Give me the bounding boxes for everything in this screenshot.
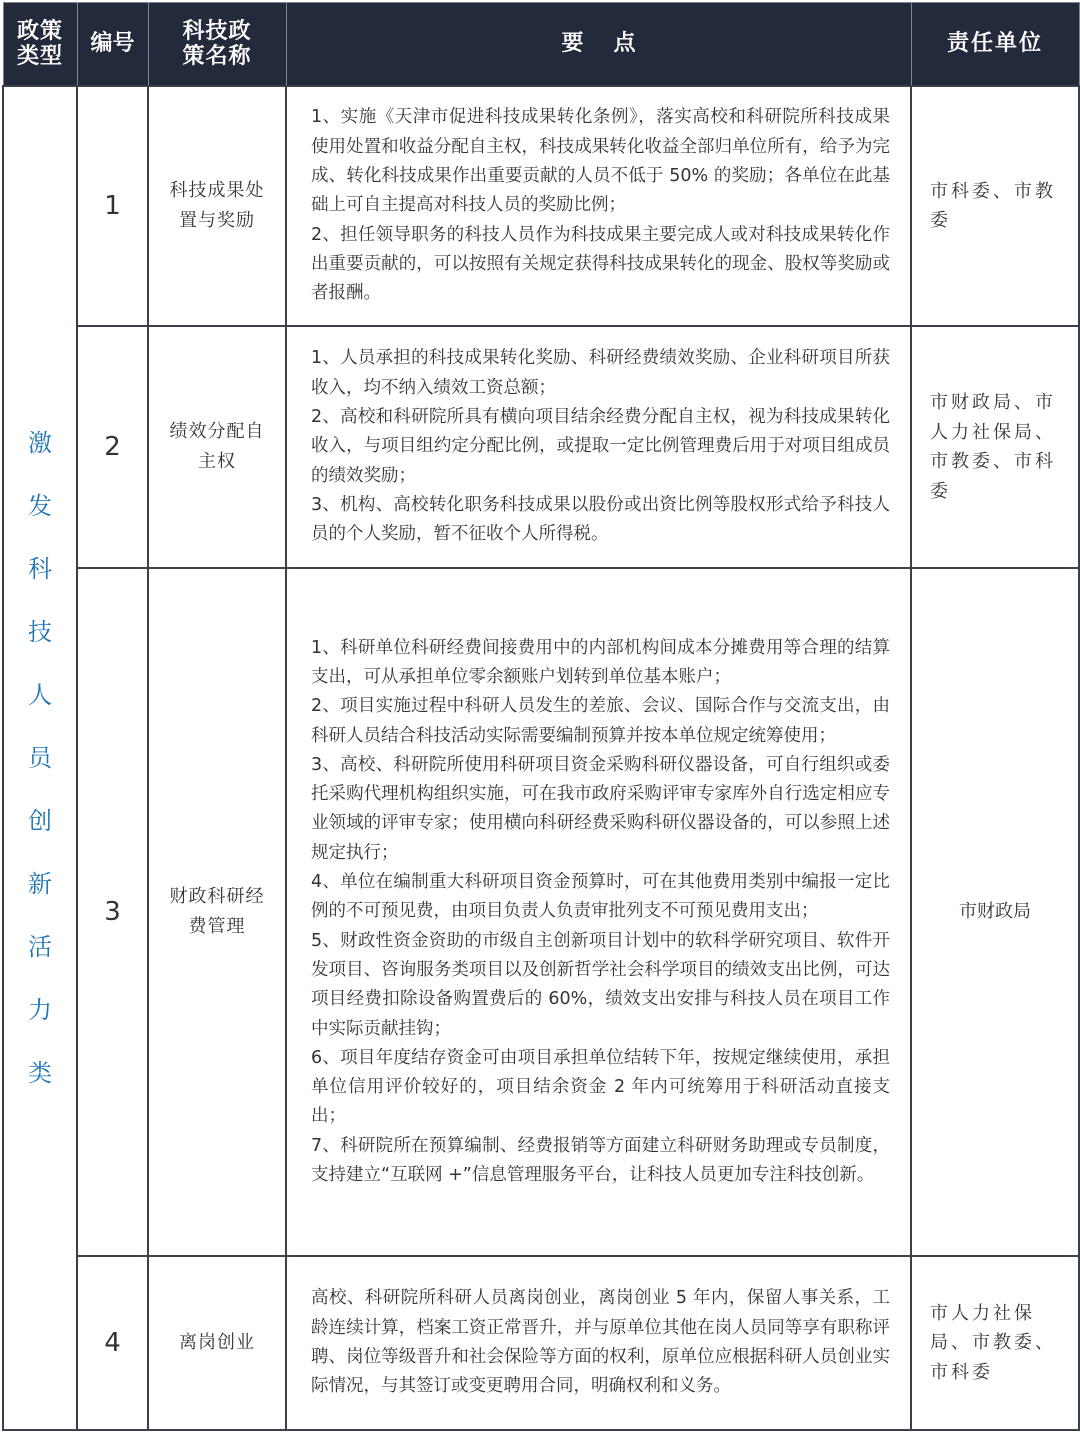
point-item: 5、财政性资金资助的市级自主创新项目计划中的软科学研究项目、软件开发项目、咨询服务类项目以及创新哲学社会科学项目的绩效支出比例，可达项目经费扣除设备购置费后的 60%，绩效支出安排与科技人员在项目工作中实际贡献挂钩； xyxy=(311,930,890,1039)
policy-category: 激发科技人员创新活力类 xyxy=(3,86,77,1430)
point-item: 3、高校、科研院所使用科研项目资金采购科研仪器设备，可自行组织或委托采购代理机构组织实施，可在我市政府采购评审专家库外自行选定相应专业领域的评审专家；使用横向科研经费采购科研仪器设备的，可以参照上述规定执行； xyxy=(311,754,890,863)
point-item: 1、科研单位科研经费间接费用中的内部机构间成本分摊费用等合理的结算支出，可从承担单位零余额账户划转到单位基本账户； xyxy=(311,637,890,687)
point-item: 3、机构、高校转化职务科技成果以股份或出资比例等股权形式给予科技人员的个人奖励，暂不征收个人所得税。 xyxy=(311,494,890,545)
header-policy-type: 政策类型 xyxy=(3,3,77,87)
point-item: 2、项目实施过程中科研人员发生的差旅、会议、国际合作与交流支出，由科研人员结合科技活动实际需要编制预算并按本单位规定统筹使用； xyxy=(311,696,890,746)
policy-table xyxy=(2,2,1080,1431)
responsible-unit: 市人力社保局、市教委、市科委 xyxy=(911,1256,1079,1430)
table-row xyxy=(3,568,1079,1256)
table-row xyxy=(3,326,1079,568)
header-policy-name: 科技政策名称 xyxy=(148,3,286,87)
row-number: 2 xyxy=(77,326,148,568)
point-item: 4、单位在编制重大科研项目资金预算时，可在其他费用类别中编报一定比例的不可预见费，由项目负责人负责审批列支不可预见费用支出； xyxy=(311,872,890,922)
responsible-unit: 市科委、市教委 xyxy=(911,86,1079,326)
point-item: 1、实施《天津市促进科技成果转化条例》，落实高校和科研院所科技成果使用处置和收益分配自主权，科技成果转化收益全部归单位所有，给予为完成、转化科技成果作出重要贡献的人员不低于 50% 的奖励；各单位在此基础上可自主提高对科技人员的奖励比例； xyxy=(311,107,890,216)
header-row xyxy=(3,3,1079,87)
responsible-unit: 市财政局 xyxy=(911,568,1079,1256)
policy-points xyxy=(286,568,911,1256)
point-item: 高校、科研院所科研人员离岗创业，离岗创业 5 年内，保留人事关系，工龄连续计算，档案工资正常晋升，并与原单位其他在岗人员同等享有职称评聘、岗位等级晋升和社会保险等方面的权利，原单位应根据科研人员创业实际情况，与其签订或变更聘用合同，明确权利和义务。 xyxy=(311,1288,890,1397)
point-item: 1、人员承担的科技成果转化奖励、科研经费绩效奖励、企业科研项目所获收入，均不纳入绩效工资总额； xyxy=(311,348,890,398)
policy-name: 财政科研经费管理 xyxy=(148,568,286,1256)
policy-points xyxy=(286,326,911,568)
policy-name: 离岗创业 xyxy=(148,1256,286,1430)
header-key-points: 要点 xyxy=(286,3,911,87)
policy-points xyxy=(286,86,911,326)
point-item: 7、科研院所在预算编制、经费报销等方面建立科研财务助理或专员制度，支持建立“互联网 +”信息管理服务平台，让科技人员更加专注科技创新。 xyxy=(311,1135,890,1186)
policy-points xyxy=(286,1256,911,1430)
responsible-unit: 市财政局、市人力社保局、市教委、市科委 xyxy=(911,326,1079,568)
table-row xyxy=(3,86,1079,326)
policy-name: 科技成果处置与奖励 xyxy=(148,86,286,326)
policy-name: 绩效分配自主权 xyxy=(148,326,286,568)
point-item: 2、高校和科研院所具有横向项目结余经费分配自主权，视为科技成果转化收入，与项目组约定分配比例，或提取一定比例管理费后用于对项目组成员的绩效奖励； xyxy=(311,407,890,486)
row-number: 1 xyxy=(77,86,148,326)
header-number: 编号 xyxy=(77,3,148,87)
table-row xyxy=(3,1256,1079,1430)
row-number: 4 xyxy=(77,1256,148,1430)
point-item: 2、担任领导职务的科技人员作为科技成果主要完成人或对科技成果转化作出重要贡献的，可以按照有关规定获得科技成果转化的现金、股权等奖励或者报酬。 xyxy=(311,224,890,304)
row-number: 3 xyxy=(77,568,148,1256)
point-item: 6、项目年度结存资金可由项目承担单位结转下年，按规定继续使用，承担单位信用评价较好的，项目结余资金 2 年内可统筹用于科研活动直接支出； xyxy=(311,1047,890,1127)
header-responsible-unit: 责任单位 xyxy=(911,3,1079,87)
